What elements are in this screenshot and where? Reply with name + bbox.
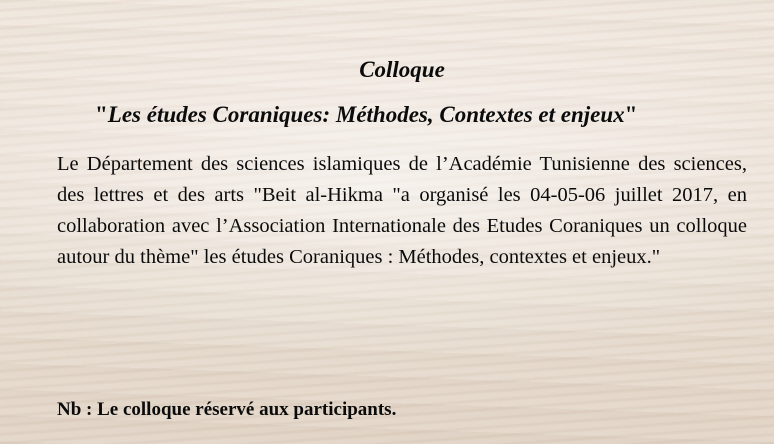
document-subtitle (95, 102, 637, 128)
subtitle-open-quote: " (95, 102, 108, 127)
document-title: Colloque (359, 57, 445, 82)
participants-note: Nb : Le colloque réservé aux participants. (57, 399, 397, 420)
subtitle-close-quote: " (624, 102, 638, 127)
subtitle-text: Les études Coraniques: Méthodes, Contextes et enjeux (107, 102, 625, 127)
body-paragraph: Le Département des sciences islamiques de l’Académie Tunisienne des sciences, des lettres et des arts "Beit al-Hikma "a organisé les 04-05-06 juillet 2017, en collaboration avec l’Association Internationale des Etudes Coraniques un colloque autour du thème" les études Coraniques : Méthodes, contextes et enjeux." (57, 153, 747, 268)
